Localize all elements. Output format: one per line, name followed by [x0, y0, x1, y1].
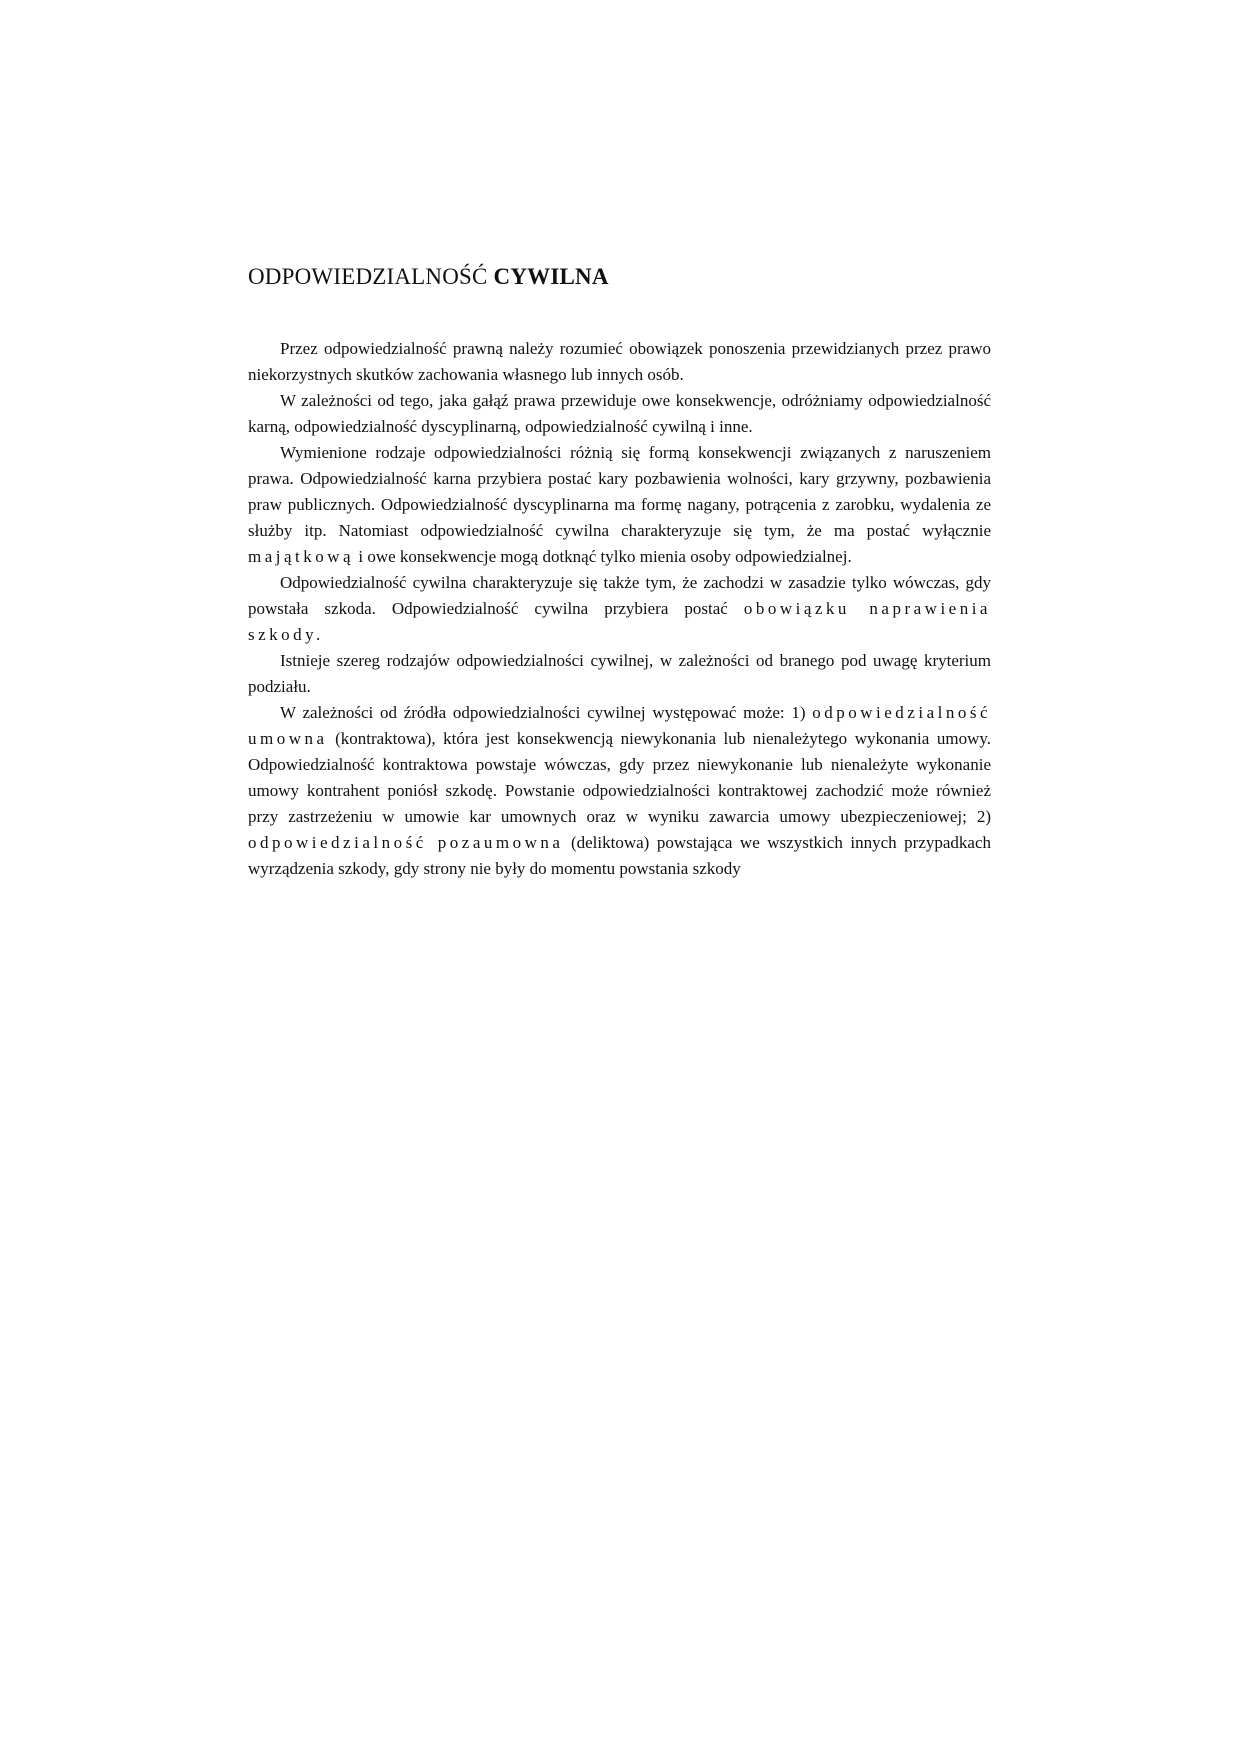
paragraph-6-text-c: (deliktowa) powstająca we wszystkich innych przypadkach wyrządzenia szkody, gdy strony nie były do momentu powstania szkody — [248, 833, 992, 878]
paragraph-5: Istnieje szereg rodzajów odpowiedzialności cywilnej, w zależności od branego pod uwagę kryterium podziału. — [248, 651, 991, 696]
document-title — [248, 262, 991, 292]
paragraph-6-emphasis-1: odpowiedzialność umowna — [248, 703, 992, 748]
paragraph-6-text-b: (kontraktowa), która jest konsekwencją niewykonania lub nienależytego wykonania umowy. Odpowiedzialność kontraktowa powstaje wówczas, gdy przez niewykonanie lub nienależyte wykonanie umowy kontrahent poniósł szkodę. Powstanie odpowiedzialności kontraktowej zachodzić może również przy zastrzeżeniu w umowie kar umownych oraz w wyniku zawarcia umowy ubezpieczeniowej; 2) — [248, 729, 991, 826]
paragraph-6-text-a: W zależności od źródła odpowiedzialności cywilnej występować może: 1) — [280, 703, 806, 722]
paragraph-3-text-b: i owe konsekwencje mogą dotknąć tylko mienia osoby odpowiedzialnej. — [358, 547, 852, 566]
document-page — [248, 262, 991, 882]
paragraph-4-text-a: Odpowiedzialność cywilna charakteryzuje się także tym, że zachodzi w zasadzie tylko wówczas, gdy powstała szkoda. Odpowiedzialność cywilna przybiera postać — [248, 573, 991, 618]
paragraph-1: Przez odpowiedzialność prawną należy rozumieć obowiązek ponoszenia przewidzianych przez prawo niekorzystnych skutków zachowania własnego lub innych osób. — [248, 339, 991, 384]
title-part-2: CYWILNA — [493, 264, 609, 289]
paragraph-4-emphasis: obowiązku naprawienia szkody. — [248, 599, 991, 644]
paragraph-4 — [248, 570, 991, 648]
paragraph-2: W zależności od tego, jaka gałąź prawa przewiduje owe konsekwencje, odróżniamy odpowiedzialność karną, odpowiedzialność dyscyplinarną, odpowiedzialność cywilną i inne. — [248, 391, 991, 436]
paragraph-6-emphasis-2: odpowiedzialność pozaumowna — [248, 833, 564, 852]
paragraph-3-emphasis: majątkową — [248, 547, 355, 566]
paragraph-6 — [248, 700, 991, 882]
paragraph-3 — [248, 440, 991, 570]
title-part-1: ODPOWIEDZIALNOŚĆ — [248, 264, 488, 289]
paragraph-3-text-a: Wymienione rodzaje odpowiedzialności różnią się formą konsekwencji związanych z naruszeniem prawa. Odpowiedzialność karna przybiera postać kary pozbawienia wolności, kary grzywny, pozbawienia praw publicznych. Odpowiedzialność dyscyplinarna ma formę nagany, potrącenia z zarobku, wydalenia ze służby itp. Natomiast odpowiedzialność cywilna charakteryzuje się tym, że ma postać wyłącznie — [248, 443, 991, 540]
